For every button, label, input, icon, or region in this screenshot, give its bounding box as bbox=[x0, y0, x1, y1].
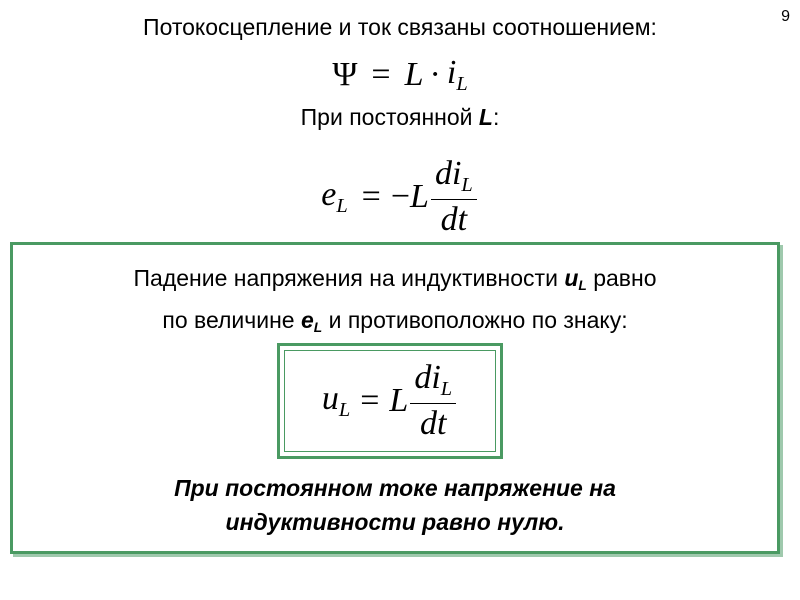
box-statement-line2: по величине $e_L$ и противоположно по знаку: bbox=[162, 307, 628, 336]
constant-l-prefix: При постоянной bbox=[300, 104, 479, 130]
flux-linkage-formula bbox=[0, 54, 800, 96]
minus-sign: − bbox=[390, 177, 411, 215]
multiply-dot: · bbox=[429, 56, 441, 94]
voltage-formula bbox=[284, 350, 496, 452]
inductance-symbol: L bbox=[410, 177, 429, 215]
fraction-denominator: dt bbox=[420, 404, 447, 442]
derivative-fraction bbox=[410, 360, 456, 441]
conclusion-text bbox=[13, 471, 777, 539]
fraction-denominator: dt bbox=[440, 200, 468, 238]
equals-sign: = bbox=[371, 56, 391, 94]
psi-symbol: Ψ bbox=[332, 56, 358, 94]
voltage-symbol: $u_L$ bbox=[321, 379, 351, 422]
derivative-fraction bbox=[431, 156, 477, 237]
voltage-formula-frame bbox=[277, 343, 503, 459]
equals-sign: = bbox=[361, 177, 381, 215]
fraction-numerator: $di_L$ bbox=[431, 156, 477, 200]
constant-l-suffix: : bbox=[492, 104, 500, 130]
conclusion-line1: При постоянном токе напряжение на bbox=[174, 475, 616, 501]
box-statement bbox=[13, 261, 777, 345]
constant-l-line bbox=[0, 104, 800, 131]
current-symbol: $i_L$ bbox=[446, 54, 468, 96]
slide-heading: Потокосцепление и ток связаны соотношением: bbox=[143, 14, 657, 40]
emf-symbol: $e_L$ bbox=[321, 175, 348, 217]
emf-formula bbox=[0, 156, 800, 237]
constant-l-var: L bbox=[478, 104, 493, 130]
equals-sign: = bbox=[360, 381, 380, 419]
highlight-box bbox=[10, 242, 780, 554]
box-statement-line1: Падение напряжения на индуктивности $u_L$ равно bbox=[133, 265, 657, 294]
inductance-symbol: L bbox=[404, 56, 424, 94]
slide-number: 9 bbox=[781, 8, 790, 25]
inductance-symbol: L bbox=[389, 381, 409, 419]
fraction-numerator: $di_L$ bbox=[410, 360, 456, 404]
conclusion-line2: индуктивности равно нулю. bbox=[225, 509, 565, 535]
